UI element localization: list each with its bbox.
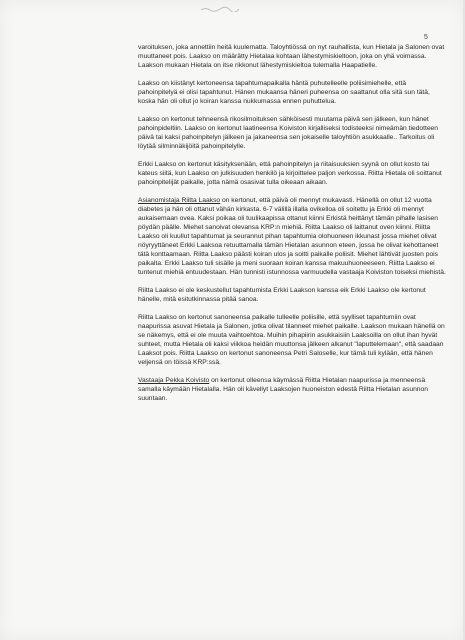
paragraph-7 xyxy=(138,313,446,367)
paragraph-4 xyxy=(138,160,446,187)
paragraph-5 xyxy=(138,196,446,277)
paragraph-text: Riitta Laakso ei ole keskustellut tapahtumista Erkki Laakson kanssa eik Erkki Laakso ole kertonut hänelle, mitä esitutkinnassa pitää sanoa. xyxy=(138,287,426,303)
paragraph-text: Erkki Laakso on kertonut käsityksenään, että pahoinpitelyn ja riitaisuuksien syynä on ollut kosto tai kateus siitä, kun Laakso on julkisuuden henkilö ja kirjoittelee paljon verkossa. Riitta Hietala oli soittanut pahoinpitelijät paikalle, jotta nämä osasivat tulla oikeaan aikaan. xyxy=(138,161,442,186)
top-mark-scribble xyxy=(200,6,240,12)
paragraph-text: Riitta Laakso on kertonut sanoneensa paikalle tulleelle poliisille, että syylliset tapahtumiin ovat naapurissa asuvat Hietala ja Salonen, jotka olivat tilanneet miehet paikalle. Laakson mukaan hänellä on se näkemys, että ei ole muuta vaihtoehtoa. Muihin pihapiirin asukkaisiin Laaksoilla on ollut ihan hyvät suhteet, mutta Hietala oli kaksi viikkoa heidän muuttonsa jälkeen alkanut "laputtelemaan", että saadaan Laaksot pois. Riitta Laakso on kertonut sanoneensa Petri Saloselle, kur tämä tuli kylään, että hänen veljensä on töissä KRP:ssä. xyxy=(138,314,445,366)
paragraph-text: Laakso on kiistänyt kertoneensa tapahtumapaikalla häntä puhutelleelle poliisimiehelle, että pahoinpitelyä ei olisi tapahtunut. Hänen mukaansa häneri puheensa on saattanut olla sitä sun tätä, koska hän oli ollut jo koiran kanssa nukkumassa ennen puhuttelua. xyxy=(138,80,430,105)
defendant-heading: Vastaaja Pekka Koivisto xyxy=(138,377,210,384)
document-body xyxy=(138,43,446,412)
paragraph-1 xyxy=(138,43,446,70)
page-number: 5 xyxy=(424,34,428,41)
paragraph-2 xyxy=(138,79,446,106)
paragraph-6 xyxy=(138,286,446,304)
paragraph-text: on kertonut, että päivä oli mennyt mukavasti. Hänellä on ollut 12 vuotta diabetes ja hän oli ottanut vähän kirkasta. 6-7 välillä illalla ovikelloa oli soitettu ja Erkki oli mennyt aukaisemaan ovea. Kaksi poikaa oli tuulikaapissa ottanut kiinni Erkistä heittänyt tämän pihalle lasisen pöydän päälle. Miehet sanoivat olevansa KRP:n miehiä. Riitta Laakso oli laittanut oven kiinni. Riitta Laakso oli kuullut tapahtumat ja seurannut pihan tapahtumia olohuoneen ikkunast jossa miehet olivat nöyryyttäneet Erkki Laaksoa retuuttamalla tämän Hietalan asunnon eteen, jossa he olivat kehottaneet tätä konttaamaan. Riitta Laakso päästi koiran ulos ja soitti paikalle poliisit. Miehet lähtivät juosten pois paikalta. Erkki Laakso tuli sisälle ja meni suoraan koiran kanssa makuuhuoneeseen. Riitta Laakso ei tuntenut miehiä entuudestaan. Hän tunnisti istunnossa varmuudella vastaaja Koiviston toiseksi miehistä. xyxy=(138,197,446,276)
paragraph-text: on kertonut olleensa käymässä Riitta Hietalan naapurissa ja menneensä samalla käymään Hietalalla. Hän oli kävellyt Laaksojen huoneiston edestä Riitta Hietalan asunnon suuntaan. xyxy=(138,377,428,402)
paragraph-text: varoituksen, joka annettiin heitä kuulematta. Taloyhtiössä on nyt rauhallista, kun Hietala ja Salonen ovat muuttaneet pois. Laakso on määrätty Hietalaa kohtaan lähestymiskieltoon, joka on yhä voimassa. Laakson mukaan Hietala on itse rikkonut lähestymiskieltoa tulemalla Haapatielle. xyxy=(138,44,445,69)
witness-heading: Asianomistaja Riitta Laakso xyxy=(138,197,221,204)
paragraph-8 xyxy=(138,376,446,403)
paragraph-text: Laakso on kertonut tehneensä rikosilmoituksen sähköisesti muutama päivä sen jälkeen, kun hänet pahoinpideltiin. Laakso on kertonut laatineensa Koiviston kirjalliseksi todisteeksi nimeämän tiedotteen päivä tai kaksi pahoinpitelyn jälkeen ja jakaneensa sen jokaiselle taloyhtiön asukkaalle.. Tarkoitus oli löytää silminnäkijöitä pahoinpitelylle. xyxy=(138,116,439,150)
paragraph-3 xyxy=(138,115,446,151)
